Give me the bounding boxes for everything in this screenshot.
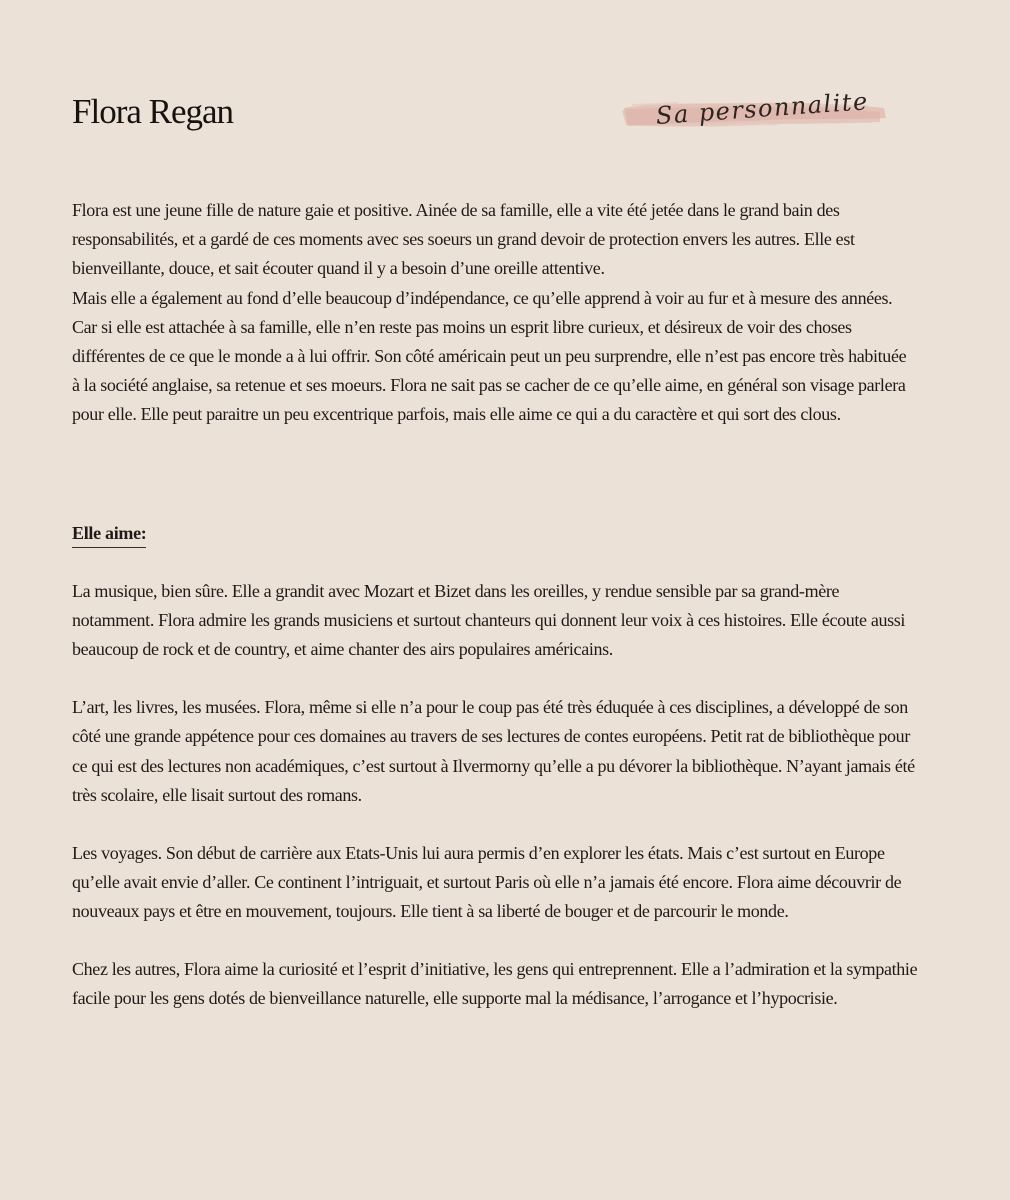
likes-section	[72, 577, 918, 1042]
likes-item-people: Chez les autres, Flora aime la curiosité et l’esprit d’initiative, les gens qui entreprennent. Elle a l’admiration et la sympathie facile pour les gens dotés de bienveillance naturelle, elle supporte mal la médisance, l’arrogance et l’hypocrisie.	[72, 958, 918, 1009]
likes-item-music: La musique, bien sûre. Elle a grandit avec Mozart et Bizet dans les oreilles, y rendue sensible par sa grand-mère notamment. Flora admire les grands musiciens et surtout chanteurs qui donnent leur voix à ces histoires. Elle écoute aussi beaucoup de rock et de country, et aime chanter des airs populaires américains.	[72, 581, 906, 660]
likes-item-travel: Les voyages. Son début de carrière aux Etats-Unis lui aura permis d’en explorer les états. Mais c’est surtout en Europe qu’elle avait envie d’aller. Ce continent l’intriguait, et surtout Paris où elle n’a jamais été encore. Flora aime découvrir de nouveaux pays et être en mouvement, toujours. Elle tient à sa liberté de bouger et de parcourir le monde.	[72, 842, 902, 922]
intro-paragraph-1: Flora est une jeune fille de nature gaie et positive. Ainée de sa famille, elle a vite été jetée dans le grand bain des responsabilités, et a gardé de ces moments avec ses soeurs un grand devoir de protection envers les autres. Elle est bienveillante, douce, et sait écouter quand il y a besoin d’une oreille attentive.	[72, 200, 855, 279]
character-name: Flora Regan	[72, 92, 234, 131]
intro-section	[72, 196, 918, 430]
section-tag	[618, 87, 890, 140]
likes-heading: Elle aime:	[72, 519, 146, 548]
likes-item-art: L’art, les livres, les musées. Flora, même si elle n’a pour le coup pas été très éduquée à ces disciplines, a développé de son côté une grande appétence pour ces domaines au travers de ses lectures de contes européens. Petit rat de bibliothèque pour ce qui est des lectures non académiques, c’est surtout à Ilvermorny qu’elle a pu dévorer la bibliothèque. N’ayant jamais été très scolaire, elle lisait surtout des romans.	[72, 697, 915, 805]
section-tag-label: Sa personnalite	[655, 87, 870, 130]
intro-paragraph-2: Mais elle a également au fond d’elle beaucoup d’indépendance, ce qu’elle apprend à voir au fur et à mesure des années. Car si elle est attachée à sa famille, elle n’en reste pas moins un esprit libre curieux, et désireux de voir des choses différentes de ce que le monde a à lui offrir. Son côté américain peut un peu surprendre, elle n’est pas encore très habituée à la société anglaise, sa retenue et ses moeurs. Flora ne sait pas se cacher de ce qu’elle aime, en général son visage parlera pour elle. Elle peut paraitre un peu excentrique parfois, mais elle aime ce qui a du caractère et qui sort des clous.	[72, 287, 907, 425]
